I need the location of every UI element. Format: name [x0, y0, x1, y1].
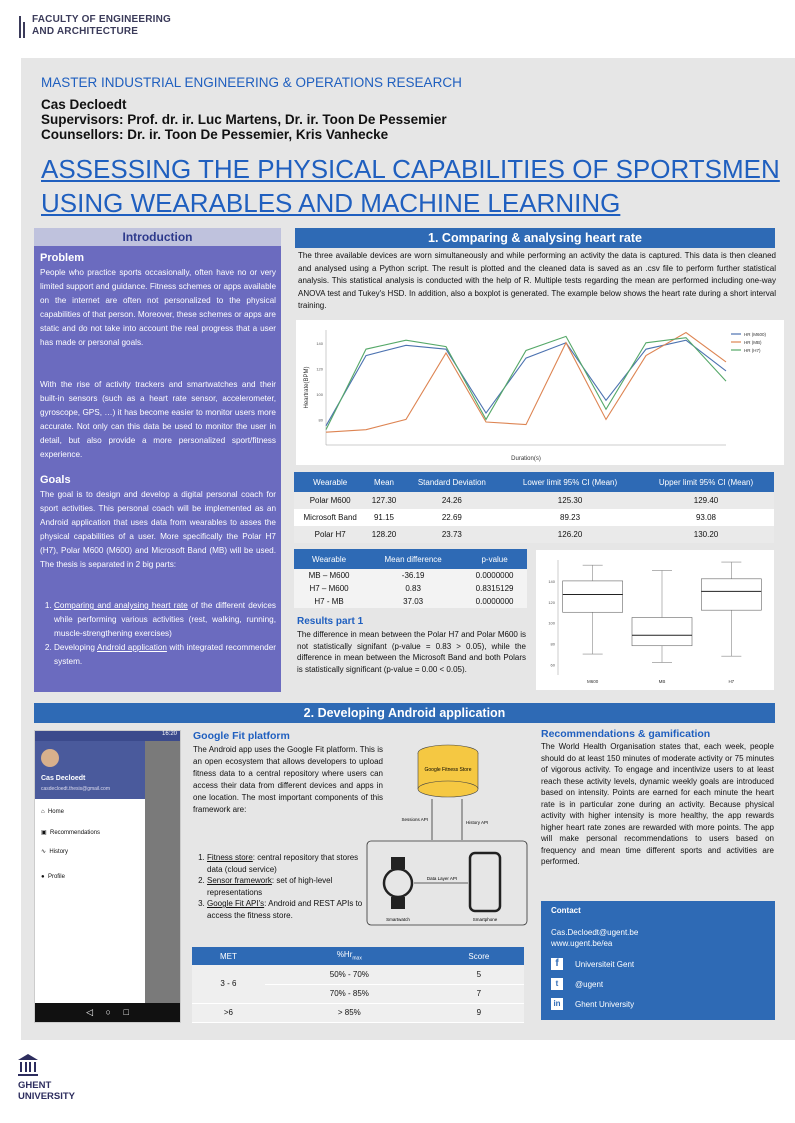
statistics-table [294, 472, 774, 543]
table-cell: MB – M600 [294, 569, 364, 582]
gfit-heading: Google Fit platform [193, 730, 290, 742]
introduction-heading: Introduction [34, 228, 281, 246]
table-row: 70% - 85% 7 [192, 984, 524, 1003]
problem-paragraph-2: With the rise of activity trackers and smartwatches and their built-in sensors (such as a heart rate sensor, accelerometer, gyroscope, GPS, …) it has become easier to monitor users more accurate. Not only can this data be used to monitor the user in detail, but also provide a more personalized sport/fitness experience. [40, 380, 276, 459]
table-row: 3 - 6 50% - 70% 5 [192, 965, 524, 984]
author-name: Cas Decloedt [41, 97, 127, 112]
table-header: Lower limit 95% CI (Mean) [502, 472, 638, 492]
results-heading: Results part 1 [297, 616, 364, 627]
nav-bar [35, 1003, 180, 1022]
section2-banner: 2. Developing Android application [34, 703, 775, 723]
faculty-name: FACULTY OF ENGINEERING AND ARCHITECTURE [32, 14, 172, 37]
box-1 [632, 618, 692, 646]
data-layer-api-label: Data Layer API [426, 876, 458, 881]
goals-heading: Goals [40, 474, 71, 486]
watch-strap-bottom [391, 897, 405, 909]
goal-item-1: 1. Comparing and analysing heart rate of the different devices while performing various activities (rest, walking, running, muscle-strengthening exercises) [54, 599, 276, 641]
status-time: 16:20 [161, 731, 177, 737]
table-row [294, 569, 527, 582]
table-cell: Microsoft Band [294, 509, 366, 526]
menu-history[interactable]: ∿ History [41, 849, 69, 855]
box-2 [701, 579, 761, 610]
table-header: Mean [366, 472, 401, 492]
series-line-1 [326, 333, 726, 433]
table-row [294, 595, 527, 608]
component-2: 2. Sensor framework: set of high-level representations [207, 875, 363, 898]
profile-icon: ● [41, 874, 45, 880]
history-icon: ∿ [41, 849, 47, 855]
section1-banner: 1. Comparing & analysing heart rate [295, 228, 775, 248]
table-cell: 0.83 [364, 582, 462, 595]
gfit-text: The Android app uses the Google Fit platform. This is an open ecosystem that allows developers to upload fitness data to a central repository where users can access their data from different devices and apps in one location. The most important components of this framework are: [193, 745, 383, 814]
history-api-label: History API [466, 820, 489, 825]
author-block [41, 97, 447, 142]
problem-heading: Problem [40, 252, 85, 264]
user-email: casdecloedt.thesis@gmail.com [41, 786, 110, 792]
linkedin-link[interactable]: Ghent University [575, 1000, 635, 1009]
table-header: Wearable [294, 549, 364, 569]
table-cell: 93.08 [638, 509, 774, 526]
table-cell: 125.30 [502, 492, 638, 509]
table-cell: -36.19 [364, 569, 462, 582]
table-row [294, 582, 527, 595]
contact-web[interactable]: www.ugent.be/ea [551, 939, 613, 948]
table-header: Upper limit 95% CI (Mean) [638, 472, 774, 492]
legend-label: HR (H7) [744, 348, 761, 353]
contact-box [541, 901, 775, 1020]
table-cell: 89.23 [502, 509, 638, 526]
y-tick-label: 100 [548, 620, 555, 626]
facebook-icon: f [551, 958, 563, 970]
table-cell: 0.0000000 [462, 569, 527, 582]
boxplot-svg [536, 550, 774, 690]
smartwatch-label: Smartwatch [386, 917, 410, 922]
recommendations-text: The World Health Organisation states that, each week, people should do at least 150 minutes of moderate activity or 75 minutes of vigorous activity. To engage and incentivize users to at least reach these activity levels, dynamic weekly goals are introduced based on intensity. Points are earned for each minute the heart rate is in particular zone during an activity. Because physical activity with higher intensity is more healthy, the app rewards higher heart rate zones are rewarded with more points. The app will make personal recommendations to users based on frequency and mean time different sports and activities are performed. [541, 742, 774, 866]
y-tick-label: 80 [550, 641, 555, 647]
table-header: Wearable [294, 472, 366, 492]
twitter-link[interactable]: @ugent [575, 980, 604, 989]
table-row [294, 509, 774, 526]
twitter-icon: t [551, 978, 563, 990]
phone-screenshot [34, 730, 181, 1023]
facebook-link[interactable]: Universiteit Gent [575, 960, 635, 969]
contact-heading: Contact [551, 906, 581, 915]
tukey-table [294, 549, 527, 608]
legend-label: HR (MB) [744, 340, 762, 345]
university-logo-icon [18, 1054, 38, 1078]
table-cell: 0.0000000 [462, 595, 527, 608]
counsellors: Counsellors: Dr. ir. Toon De Pessemier, Kris Vanhecke [41, 127, 389, 142]
series-line-0 [326, 340, 726, 426]
store-bottom [418, 781, 478, 797]
university-name: GHENT UNIVERSITY [18, 1080, 76, 1102]
box-0 [563, 581, 623, 612]
poster-title: ASSESSING THE PHYSICAL CAPABILITIES OF SPORTSMEN USING WEARABLES AND MACHINE LEARNING [41, 154, 780, 218]
score-header: Score [434, 947, 524, 965]
smartphone-icon [470, 853, 500, 911]
x-axis-label: Duration(s) [511, 456, 541, 462]
table-row [294, 492, 774, 509]
legend-label: HR (M600) [744, 332, 767, 337]
table-cell: 22.69 [402, 509, 502, 526]
store-label: Google Fitness Store [424, 767, 472, 773]
section1-text: The three available devices are worn simultaneously and while performing an activity the data is captured. This data is then cleaned and analysed using a Python script. The result is plotted and the cleaned data is saved as an .csv file to perform further statistical analysis. This statistical analysis is conducted with the help of R. Multiple tests regarding the mean are performed including one-way ANOVA test and Tukey's HSD. In addition, also a boxplot is generated. The example below shows the heart rate during a short interval training. [298, 251, 776, 310]
y-tick-label: 140 [548, 578, 555, 584]
home-icon: ⌂ [41, 809, 45, 815]
goals-paragraph: The goal is to design and develop a digital personal coach for sport activities. This personal coach will be implemented as an Android application that uses data from wearables to asses the physical capabilities of a user. More specifically the Polar H7 (H7), Polar M600 (M600) and Microsoft Band (MB) will be used. The thesis is separated in 2 big parts: [40, 490, 276, 569]
goals-list [40, 599, 276, 669]
recommendations-icon: ▣ [41, 830, 47, 836]
smartwatch-icon [384, 869, 412, 897]
drawer-header [35, 741, 145, 799]
table-cell: 126.20 [502, 526, 638, 543]
recent-apps-icon: □ [123, 1007, 129, 1017]
supervisors: Supervisors: Prof. dr. ir. Luc Martens, Dr. ir. Toon De Pessemier [41, 112, 447, 127]
table-header: Mean difference [364, 549, 462, 569]
table-cell: 127.30 [366, 492, 401, 509]
goal-item-2: 2. Developing Android application with integrated recommender system. [54, 641, 276, 669]
y-tick-label: 60 [550, 662, 555, 668]
faculty-logo-icon [18, 16, 28, 38]
met-group: 3 - 6 [192, 965, 265, 1003]
smartphone-label: Smartphone [472, 917, 498, 922]
menu-profile[interactable]: ● Profile [41, 874, 65, 880]
category-label: H7 [728, 679, 735, 684]
table-cell: 91.15 [366, 509, 401, 526]
y-tick-label: 120 [316, 366, 323, 372]
recommendations-heading: Recommendations & gamification [541, 728, 711, 740]
table-header: p-value [462, 549, 527, 569]
table-row [294, 526, 774, 543]
avatar [41, 749, 59, 767]
table-cell: H7 - MB [294, 595, 364, 608]
menu-recommendations[interactable]: ▣ Recommendations [41, 830, 101, 836]
y-tick-label: 100 [316, 391, 323, 397]
program-name: MASTER INDUSTRIAL ENGINEERING & OPERATIONS RESEARCH [41, 75, 462, 90]
status-bar [35, 731, 180, 741]
category-label: M600 [587, 679, 599, 684]
table-cell: 128.20 [366, 526, 401, 543]
table-cell: 130.20 [638, 526, 774, 543]
y-tick-label: 120 [548, 599, 555, 605]
heart-rate-line-chart [296, 320, 784, 465]
table-cell: 37.03 [364, 595, 462, 608]
table-header: Standard Deviation [402, 472, 502, 492]
component-3: 3. Google Fit API's: Android and REST APIs to access the fitness store. [207, 898, 363, 921]
table-cell: 129.40 [638, 492, 774, 509]
category-label: MB [658, 679, 666, 684]
results-text: The difference in mean between the Polar H7 and Polar M600 is not statistically signifant (p-value = 0.83 > 0.05), while the difference in mean between the Microsoft Band and both Polars is statistically significant (p-value = 0.00 < 0.05). [297, 630, 526, 674]
table-cell: Polar M600 [294, 492, 366, 509]
component-1: 1. Fitness store: central repository that stores data (cloud service) [207, 852, 363, 875]
architecture-diagram [362, 735, 532, 930]
back-icon: ◁ [86, 1007, 93, 1017]
gfit-components [193, 852, 363, 921]
met-header: MET [192, 947, 265, 965]
contact-email[interactable]: Cas.Decloedt@ugent.be [551, 928, 639, 937]
y-tick-label: 80 [318, 417, 323, 423]
problem-paragraph-1: People who practice sports occasionally, often have no or very limited support and guidance. Fitness schemes or apps available on the internet are often not personalized to the physical capabilities of that person. Moreover, these schemes or apps are static and do not take into account the real progress that a user has made or personal goals. [40, 268, 276, 347]
home-button-icon: ○ [105, 1007, 111, 1017]
user-name: Cas Decloedt [41, 775, 86, 782]
table-cell: H7 – M600 [294, 582, 364, 595]
drawer-scrim [145, 741, 180, 1003]
table-cell: 0.8315129 [462, 582, 527, 595]
menu-home[interactable]: ⌂ Home [41, 809, 64, 815]
table-cell: Polar H7 [294, 526, 366, 543]
table-row: >6 > 85% 9 [192, 1003, 524, 1022]
heart-rate-chart [296, 320, 784, 465]
hr-header: $\%Hr_{max}$ [265, 947, 434, 965]
table-cell: 24.26 [402, 492, 502, 509]
watch-strap-top [391, 857, 405, 869]
table-cell: 23.73 [402, 526, 502, 543]
y-tick-label: 140 [316, 340, 323, 346]
linkedin-icon: in [551, 998, 563, 1010]
boxplot-chart [536, 550, 774, 690]
sessions-api-label: Sessions API [401, 817, 428, 822]
introduction-panel [34, 228, 281, 692]
y-axis-label: Heartrate(BPM) [304, 366, 310, 409]
scoring-table [192, 947, 524, 1023]
